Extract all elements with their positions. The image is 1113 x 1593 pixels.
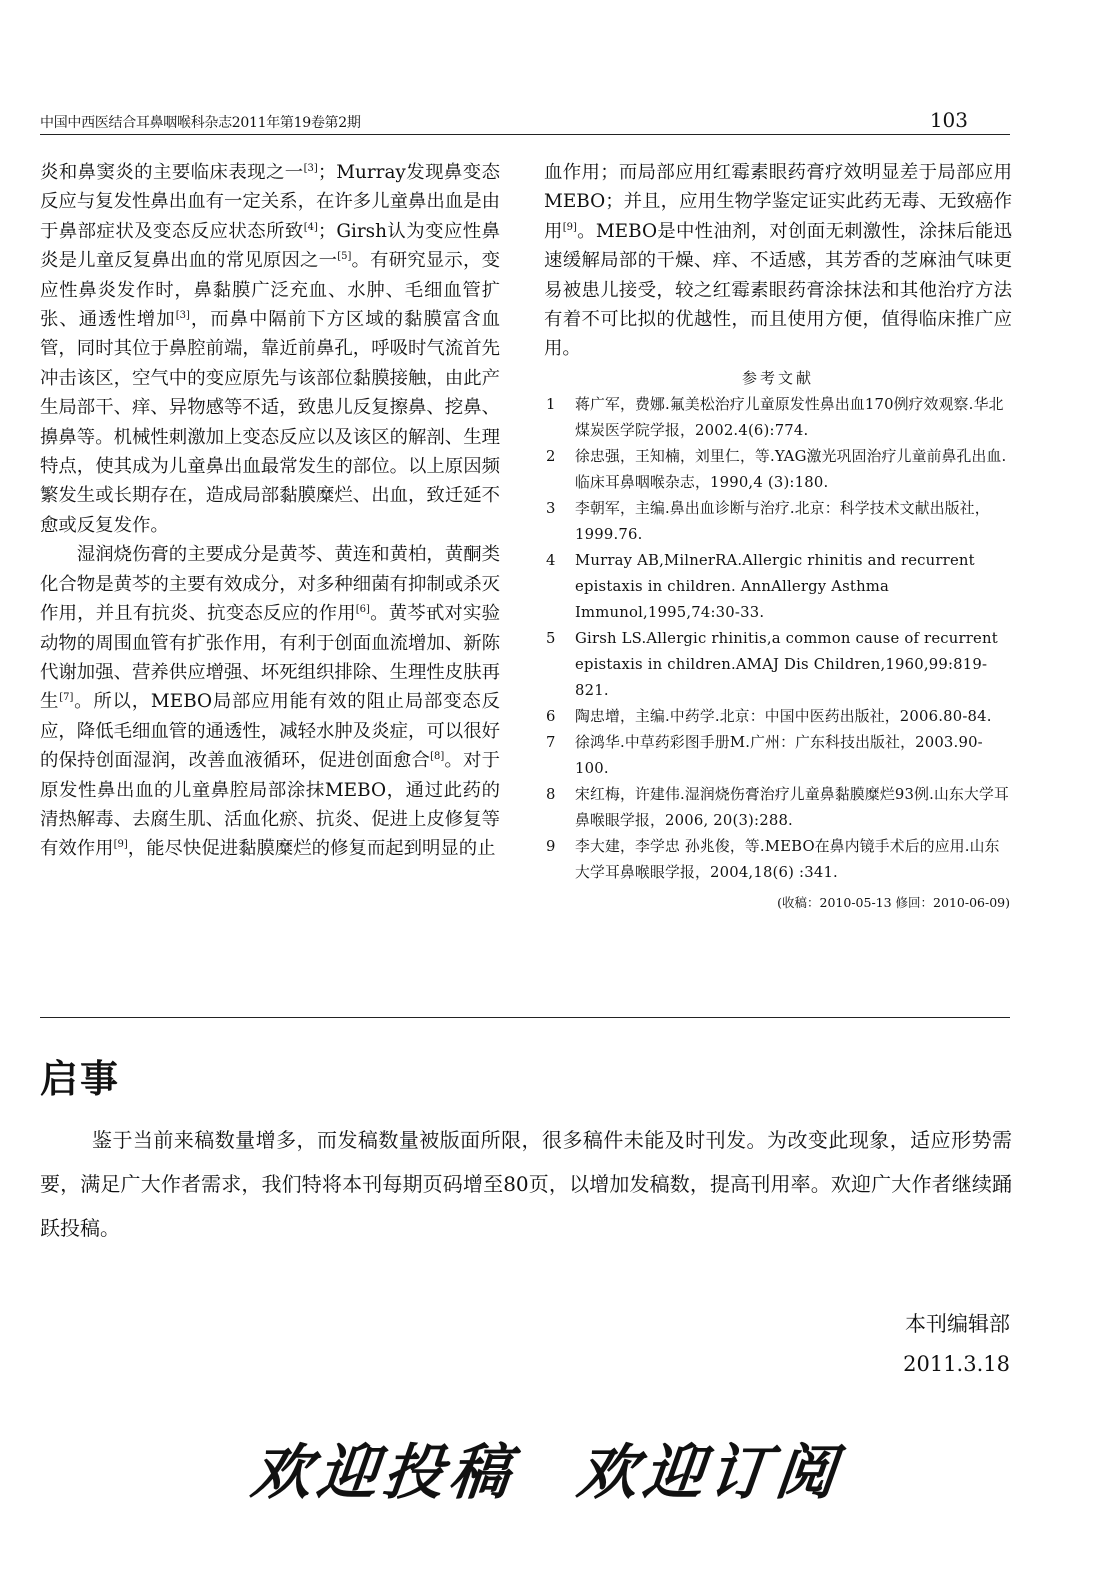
- reference-item: [544, 704, 1012, 730]
- notice-paragraph: 鉴于当前来稿数量增多，而发稿数量被版面所限，很多稿件未能及时刊发。为改变此现象，适应形势需要，满足广大作者需求，我们特将本刊每期页码增至80页，以增加发稿数，提高刊用率。欢迎广大作者继续踊跃投稿。: [40, 1128, 1012, 1240]
- section-divider: [40, 1017, 1010, 1018]
- citation: [9]: [562, 221, 577, 233]
- citation: [3]: [303, 162, 318, 174]
- references-heading: 参考文献: [741, 368, 814, 387]
- reference-item: [544, 782, 1012, 834]
- running-header: [40, 108, 1010, 135]
- page-number: 103: [929, 108, 968, 132]
- citation: [9]: [113, 839, 128, 851]
- reference-item: [544, 730, 1012, 782]
- reference-text: 蒋广军，费娜.氟美松治疗儿童原发性鼻出血170例疗效观察.华北煤炭医学院学报，2002.4(6):774.: [575, 395, 1004, 439]
- slogan-subscriptions: 欢迎订阅: [573, 1438, 846, 1508]
- reference-text: 李大建，李学忠 孙兆俊，等.MEBO在鼻内镜手术后的应用.山东大学耳鼻喉眼学报，2004,18(6) :341.: [575, 837, 1000, 881]
- reference-number: 1: [546, 395, 556, 413]
- right-column: [544, 158, 1012, 914]
- reference-number: 6: [546, 707, 556, 725]
- slogan-banner: [0, 1425, 1113, 1515]
- citation: [5]: [337, 251, 352, 263]
- notice-body: [40, 1118, 1012, 1250]
- citation: [4]: [303, 221, 318, 233]
- reference-number: 5: [546, 629, 556, 647]
- reference-list: [544, 392, 1012, 886]
- body-paragraph: 血作用；而局部应用红霉素眼药膏疗效明显差于局部应用MEBO；并且，应用生物学鉴定证实此药无毒、无致癌作用[9]。MEBO是中性油剂，对创面无刺激性，涂抹后能迅速缓解局部的干燥、痒、不适感，其芳香的芝麻油气味更易被患儿接受，较之红霉素眼药膏涂抹法和其他治疗方法有着不可比拟的优越性，而且使用方便，值得临床推广应用。: [544, 162, 1012, 360]
- citation: [6]: [355, 603, 370, 615]
- reference-number: 2: [546, 447, 556, 465]
- reference-text: Girsh LS.Allergic rhinitis,a common cause of recurrent epistaxis in children.AMAJ Dis Children,1960,99:819-821.: [575, 629, 998, 699]
- slogan-submissions: 欢迎投稿: [247, 1438, 520, 1508]
- reference-item: [544, 548, 1012, 626]
- reference-number: 4: [546, 551, 556, 569]
- reference-text: 陶忠增，主编.中药学.北京：中国中医药出版社，2006.80-84.: [575, 707, 992, 725]
- reference-text: Murray AB,MilnerRA.Allergic rhinitis and recurrent epistaxis in children. AnnAllergy Asthma Immunol,1995,74:30-33.: [575, 551, 975, 621]
- reference-text: 徐鸿华.中草药彩图手册M.广州：广东科技出版社，2003.90-100.: [575, 733, 983, 777]
- reference-item: [544, 444, 1012, 496]
- reference-text: 徐忠强，王知楠，刘里仁，等.YAG激光巩固治疗儿童前鼻孔出血.临床耳鼻咽喉杂志，1990,4 (3):180.: [575, 447, 1007, 491]
- reference-text: 宋红梅，许建伟.湿润烧伤膏治疗儿童鼻黏膜糜烂93例.山东大学耳鼻喉眼学报，2006, 20(3):288.: [575, 785, 1009, 829]
- reference-number: 3: [546, 499, 556, 517]
- reference-item: [544, 834, 1012, 886]
- reference-item: [544, 496, 1012, 548]
- body-paragraph: 炎和鼻窦炎的主要临床表现之一[3]；Murray发现鼻变态反应与复发性鼻出血有一定关系，在许多儿童鼻出血是由于鼻部症状及变态反应状态所致[4]；Girsh认为变应性鼻炎是儿童反复鼻出血的常见原因之一[5]。有研究显示，变应性鼻炎发作时，鼻黏膜广泛充血、水肿、毛细血管扩张、通透性增加[3]，而鼻中隔前下方区域的黏膜富含血管，同时其位于鼻腔前端，靠近前鼻孔，呼吸时气流首先冲击该区，空气中的变应原先与该部位黏膜接触，由此产生局部干、痒、异物感等不适，致患儿反复擦鼻、挖鼻、擤鼻等。机械性刺激加上变态反应以及该区的解剖、生理特点，使其成为儿童鼻出血最常发生的部位。以上原因频繁发生或长期存在，造成局部黏膜糜烂、出血，致迁延不愈或反复发作。: [40, 162, 500, 536]
- reference-number: 7: [546, 733, 556, 751]
- citation: [8]: [430, 751, 445, 762]
- notice-signature: 本刊编辑部: [905, 1312, 1010, 1336]
- reference-text: 李朝军，主编.鼻出血诊断与治疗.北京：科学技术文献出版社，1999.76.: [575, 499, 990, 543]
- notice-date: 2011.3.18: [903, 1352, 1010, 1376]
- received-dates: (收稿：2010-05-13 修回：2010-06-09): [777, 894, 1010, 910]
- reference-number: 8: [546, 785, 556, 803]
- reference-item: [544, 392, 1012, 444]
- body-paragraph: 湿润烧伤膏的主要成分是黄芩、黄连和黄柏，黄酮类化合物是黄芩的主要有效成分，对多种细菌有抑制或杀灭作用，并且有抗炎、抗变态反应的作用[6]。黄芩甙对实验动物的周围血管有扩张作用，有利于创面血流增加、新陈代谢加强、营养供应增强、坏死组织排除、生理性皮肤再生[7]。所以，MEBO局部应用能有效的阻止局部变态反应，降低毛细血管的通透性，减轻水肿及炎症，可以很好的保持创面湿润，改善血液循环，促进创面愈合[8]。对于原发性鼻出血的儿童鼻腔局部涂抹MEBO，通过此药的清热解毒、去腐生肌、活血化瘀、抗炎、促进上皮修复等有效作用[9]，能尽快促进黏膜糜烂的修复而起到明显的止: [40, 544, 500, 860]
- citation: [3]: [175, 309, 190, 321]
- citation: [7]: [59, 692, 74, 704]
- left-column: [40, 158, 500, 864]
- reference-item: [544, 626, 1012, 704]
- journal-name: 中国中西医结合耳鼻咽喉科杂志2011年第19卷第2期: [40, 115, 361, 131]
- notice-title: 启事: [40, 1056, 121, 1101]
- reference-number: 9: [546, 837, 556, 855]
